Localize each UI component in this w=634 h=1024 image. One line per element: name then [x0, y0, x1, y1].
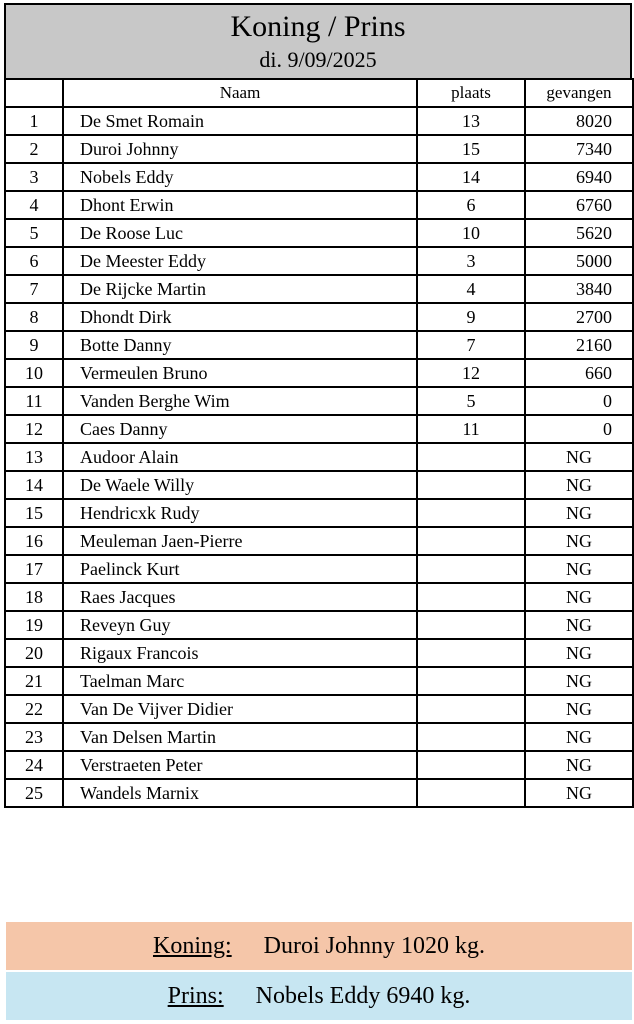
table-row	[5, 191, 633, 219]
row-name-cell: Nobels Eddy	[63, 163, 417, 191]
row-plaats-cell: 7	[417, 331, 525, 359]
prins-result	[6, 972, 632, 1020]
row-gevangen-cell: NG	[525, 639, 633, 667]
row-gevangen-cell: NG	[525, 471, 633, 499]
row-name-cell: Raes Jacques	[63, 583, 417, 611]
prins-label: Prins:	[167, 983, 224, 1009]
row-number-cell: 13	[5, 443, 63, 471]
row-number-cell: 8	[5, 303, 63, 331]
table-row	[5, 639, 633, 667]
row-gevangen-cell: NG	[525, 723, 633, 751]
row-gevangen-cell: 8020	[525, 107, 633, 135]
row-plaats-cell	[417, 639, 525, 667]
row-plaats-cell: 14	[417, 163, 525, 191]
table-row	[5, 303, 633, 331]
row-number-cell: 20	[5, 639, 63, 667]
row-name-cell: Hendricxk Rudy	[63, 499, 417, 527]
row-number-cell: 2	[5, 135, 63, 163]
row-gevangen-cell: NG	[525, 611, 633, 639]
row-plaats-cell: 11	[417, 415, 525, 443]
row-gevangen-cell: 660	[525, 359, 633, 387]
table-row	[5, 135, 633, 163]
table-row	[5, 779, 633, 807]
row-gevangen-cell: NG	[525, 695, 633, 723]
row-plaats-cell	[417, 611, 525, 639]
table-row	[5, 527, 633, 555]
table-row	[5, 471, 633, 499]
table-row	[5, 723, 633, 751]
row-gevangen-cell: NG	[525, 499, 633, 527]
row-number-cell: 3	[5, 163, 63, 191]
table-row	[5, 247, 633, 275]
row-name-cell: Dhont Erwin	[63, 191, 417, 219]
row-plaats-cell	[417, 695, 525, 723]
row-gevangen-cell: 5620	[525, 219, 633, 247]
koning-text: Duroi Johnny 1020 kg.	[263, 933, 485, 959]
row-number-cell: 7	[5, 275, 63, 303]
row-gevangen-cell: NG	[525, 779, 633, 807]
row-number-cell: 24	[5, 751, 63, 779]
row-number-cell: 10	[5, 359, 63, 387]
row-plaats-cell: 13	[417, 107, 525, 135]
table-row	[5, 695, 633, 723]
table-row	[5, 331, 633, 359]
row-plaats-cell	[417, 527, 525, 555]
column-header-gevangen: gevangen	[525, 79, 633, 107]
row-plaats-cell	[417, 443, 525, 471]
table-row	[5, 583, 633, 611]
row-number-cell: 1	[5, 107, 63, 135]
table-row	[5, 555, 633, 583]
column-header-nr	[5, 79, 63, 107]
row-name-cell: Paelinck Kurt	[63, 555, 417, 583]
table-row	[5, 163, 633, 191]
row-name-cell: Duroi Johnny	[63, 135, 417, 163]
table-row	[5, 499, 633, 527]
row-number-cell: 11	[5, 387, 63, 415]
row-gevangen-cell: 6940	[525, 163, 633, 191]
row-plaats-cell: 10	[417, 219, 525, 247]
row-name-cell: Vermeulen Bruno	[63, 359, 417, 387]
row-gevangen-cell: 2160	[525, 331, 633, 359]
row-plaats-cell: 15	[417, 135, 525, 163]
koning-label: Koning:	[152, 933, 232, 959]
table-row	[5, 751, 633, 779]
row-plaats-cell	[417, 471, 525, 499]
row-name-cell: De Smet Romain	[63, 107, 417, 135]
row-gevangen-cell: 7340	[525, 135, 633, 163]
row-gevangen-cell: NG	[525, 443, 633, 471]
row-plaats-cell	[417, 779, 525, 807]
table-row	[5, 387, 633, 415]
page-title: Koning / Prins	[230, 10, 406, 43]
row-number-cell: 14	[5, 471, 63, 499]
row-gevangen-cell: 2700	[525, 303, 633, 331]
row-name-cell: Rigaux Francois	[63, 639, 417, 667]
event-date: di. 9/09/2025	[259, 47, 377, 72]
title-box	[4, 3, 632, 80]
row-plaats-cell: 5	[417, 387, 525, 415]
row-name-cell: De Roose Luc	[63, 219, 417, 247]
row-number-cell: 16	[5, 527, 63, 555]
row-name-cell: Taelman Marc	[63, 667, 417, 695]
row-number-cell: 19	[5, 611, 63, 639]
table-header-row	[5, 79, 633, 107]
prins-text: Nobels Eddy 6940 kg.	[255, 983, 471, 1009]
row-plaats-cell	[417, 751, 525, 779]
row-plaats-cell	[417, 723, 525, 751]
row-name-cell: Caes Danny	[63, 415, 417, 443]
row-gevangen-cell: NG	[525, 583, 633, 611]
row-name-cell: De Waele Willy	[63, 471, 417, 499]
row-number-cell: 6	[5, 247, 63, 275]
table-row	[5, 415, 633, 443]
row-name-cell: Reveyn Guy	[63, 611, 417, 639]
row-number-cell: 9	[5, 331, 63, 359]
row-plaats-cell	[417, 499, 525, 527]
row-name-cell: De Meester Eddy	[63, 247, 417, 275]
row-name-cell: Wandels Marnix	[63, 779, 417, 807]
row-gevangen-cell: NG	[525, 527, 633, 555]
row-plaats-cell: 4	[417, 275, 525, 303]
row-name-cell: Vanden Berghe Wim	[63, 387, 417, 415]
koning-result	[6, 922, 632, 970]
row-number-cell: 17	[5, 555, 63, 583]
row-gevangen-cell: NG	[525, 751, 633, 779]
row-gevangen-cell: 0	[525, 387, 633, 415]
row-plaats-cell: 12	[417, 359, 525, 387]
row-plaats-cell	[417, 667, 525, 695]
row-plaats-cell: 3	[417, 247, 525, 275]
row-name-cell: Dhondt Dirk	[63, 303, 417, 331]
row-name-cell: Van Delsen Martin	[63, 723, 417, 751]
row-gevangen-cell: 0	[525, 415, 633, 443]
results-sheet	[4, 3, 632, 808]
row-plaats-cell: 9	[417, 303, 525, 331]
row-name-cell: De Rijcke Martin	[63, 275, 417, 303]
row-gevangen-cell: 3840	[525, 275, 633, 303]
row-name-cell: Verstraeten Peter	[63, 751, 417, 779]
row-number-cell: 5	[5, 219, 63, 247]
row-number-cell: 18	[5, 583, 63, 611]
table-row	[5, 219, 633, 247]
row-number-cell: 4	[5, 191, 63, 219]
table-row	[5, 359, 633, 387]
table-row	[5, 275, 633, 303]
row-number-cell: 15	[5, 499, 63, 527]
row-name-cell: Meuleman Jaen-Pierre	[63, 527, 417, 555]
row-number-cell: 21	[5, 667, 63, 695]
row-number-cell: 25	[5, 779, 63, 807]
table-body	[5, 107, 633, 807]
row-name-cell: Audoor Alain	[63, 443, 417, 471]
row-plaats-cell	[417, 555, 525, 583]
row-name-cell: Botte Danny	[63, 331, 417, 359]
column-header-naam: Naam	[63, 79, 417, 107]
row-gevangen-cell: 6760	[525, 191, 633, 219]
row-number-cell: 12	[5, 415, 63, 443]
row-number-cell: 22	[5, 695, 63, 723]
row-name-cell: Van De Vijver Didier	[63, 695, 417, 723]
row-gevangen-cell: 5000	[525, 247, 633, 275]
row-number-cell: 23	[5, 723, 63, 751]
row-plaats-cell	[417, 583, 525, 611]
column-header-plaats: plaats	[417, 79, 525, 107]
table-row	[5, 611, 633, 639]
row-gevangen-cell: NG	[525, 555, 633, 583]
results-table	[4, 78, 634, 808]
row-gevangen-cell: NG	[525, 667, 633, 695]
table-row	[5, 667, 633, 695]
table-row	[5, 443, 633, 471]
table-row	[5, 107, 633, 135]
row-plaats-cell: 6	[417, 191, 525, 219]
